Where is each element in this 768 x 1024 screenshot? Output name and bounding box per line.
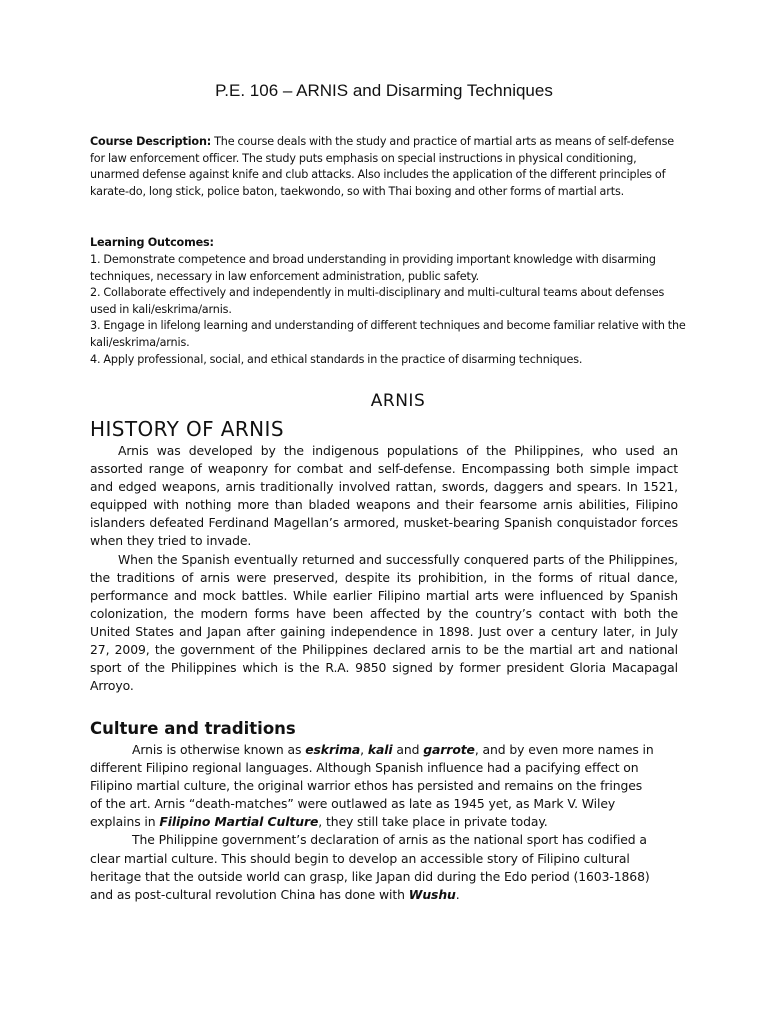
learning-outcomes-label: Learning Outcomes: bbox=[90, 236, 214, 249]
culture-section bbox=[90, 741, 655, 904]
history-heading: HISTORY OF ARNIS bbox=[90, 417, 284, 441]
culture-text: . bbox=[455, 886, 460, 902]
history-section bbox=[90, 442, 678, 695]
culture-term: eskrima bbox=[305, 742, 361, 757]
culture-paragraph bbox=[90, 831, 655, 903]
culture-text: Arnis is otherwise known as bbox=[132, 742, 306, 757]
history-paragraph: When the Spanish eventually returned and successfully conquered parts of the Philippines, the traditions of arnis were preserved, despite its prohibition, in the forms of ritual dance, performance and mock battles. While earlier Filipino martial arts were influenced by Spanish colonization, the modern forms have been affected by the country’s contact with both the United States and Japan after gaining independence in 1898. Just over a century later, in July 27, 2009, the government of the Philippines declared arnis to be the martial art and national sport of the Philippines which is the R.A. 9850 signed by former president Gloria Macapagal Arroyo. bbox=[90, 551, 678, 694]
culture-term: kali bbox=[367, 742, 393, 757]
culture-text: , they still take place in private today. bbox=[318, 814, 548, 830]
document-page bbox=[90, 0, 686, 1024]
culture-paragraph bbox=[90, 741, 655, 831]
culture-text: , and by even more names in different Filipino regional languages. Although Spanish influence had a pacifying effect on Filipino martial culture, the original warrior ethos has persisted and remains on the fringes of the art. Arnis “death-matches” were outlawed as late as 1945 yet, as Mark V. Wiley explains in bbox=[90, 742, 654, 830]
culture-book-title: Filipino Martial Culture bbox=[159, 814, 319, 830]
page-title: P.E. 106 – ARNIS and Disarming Techniques bbox=[215, 81, 553, 100]
course-description-text: The course deals with the study and practice of martial arts as means of self-defense for law enforcement officer. The study puts emphasis on special instructions in physical conditioning, unarmed defense against knife and club attacks. Also includes the application of the different principles of karate-do, long stick, police baton, taekwondo, so with Thai boxing and other forms of martial arts. bbox=[90, 135, 675, 198]
learning-outcome-item: 2. Collaborate effectively and independently in multi-disciplinary and multi-cultural teams about defenses used in kali/eskrima/arnis. bbox=[90, 286, 665, 316]
culture-heading: Culture and traditions bbox=[90, 719, 296, 738]
course-description bbox=[90, 134, 682, 200]
culture-text: , bbox=[360, 742, 368, 757]
history-paragraph: Arnis was developed by the indigenous populations of the Philippines, who used an assorted range of weaponry for combat and self-defense. Encompassing both simple impact and edged weapons, arnis traditionally involved rattan, swords, daggers and spears. In 1521, equipped with nothing more than bladed weapons and their fearsome arnis abilities, Filipino islanders defeated Ferdinand Magellan’s armored, musket-bearing Spanish conquistador forces when they tried to invade. bbox=[90, 443, 678, 549]
learning-outcome-item: 4. Apply professional, social, and ethical standards in the practice of disarming techniques. bbox=[90, 352, 583, 366]
culture-text: The Philippine government’s declaration of arnis as the national sport has codified a clear martial culture. This should begin to develop an accessible story of Filipino cultural heritage that the outside world can grasp, like Japan did during the Edo period (1603-1868) and as post-cultural revolution China has done with bbox=[90, 832, 650, 902]
arnis-heading: ARNIS bbox=[370, 391, 426, 411]
culture-term: Wushu bbox=[408, 886, 456, 902]
culture-text: and bbox=[392, 742, 424, 757]
culture-term: garrote bbox=[423, 742, 475, 757]
learning-outcomes-list bbox=[90, 252, 686, 368]
learning-outcome-item: 3. Engage in lifelong learning and understanding of different techniques and become familiar relative with the kali/eskrima/arnis. bbox=[90, 319, 686, 349]
learning-outcome-item: 1. Demonstrate competence and broad understanding in providing important knowledge with disarming techniques, necessary in law enforcement administration, public safety. bbox=[90, 253, 656, 283]
course-description-label: Course Description: bbox=[90, 135, 212, 148]
